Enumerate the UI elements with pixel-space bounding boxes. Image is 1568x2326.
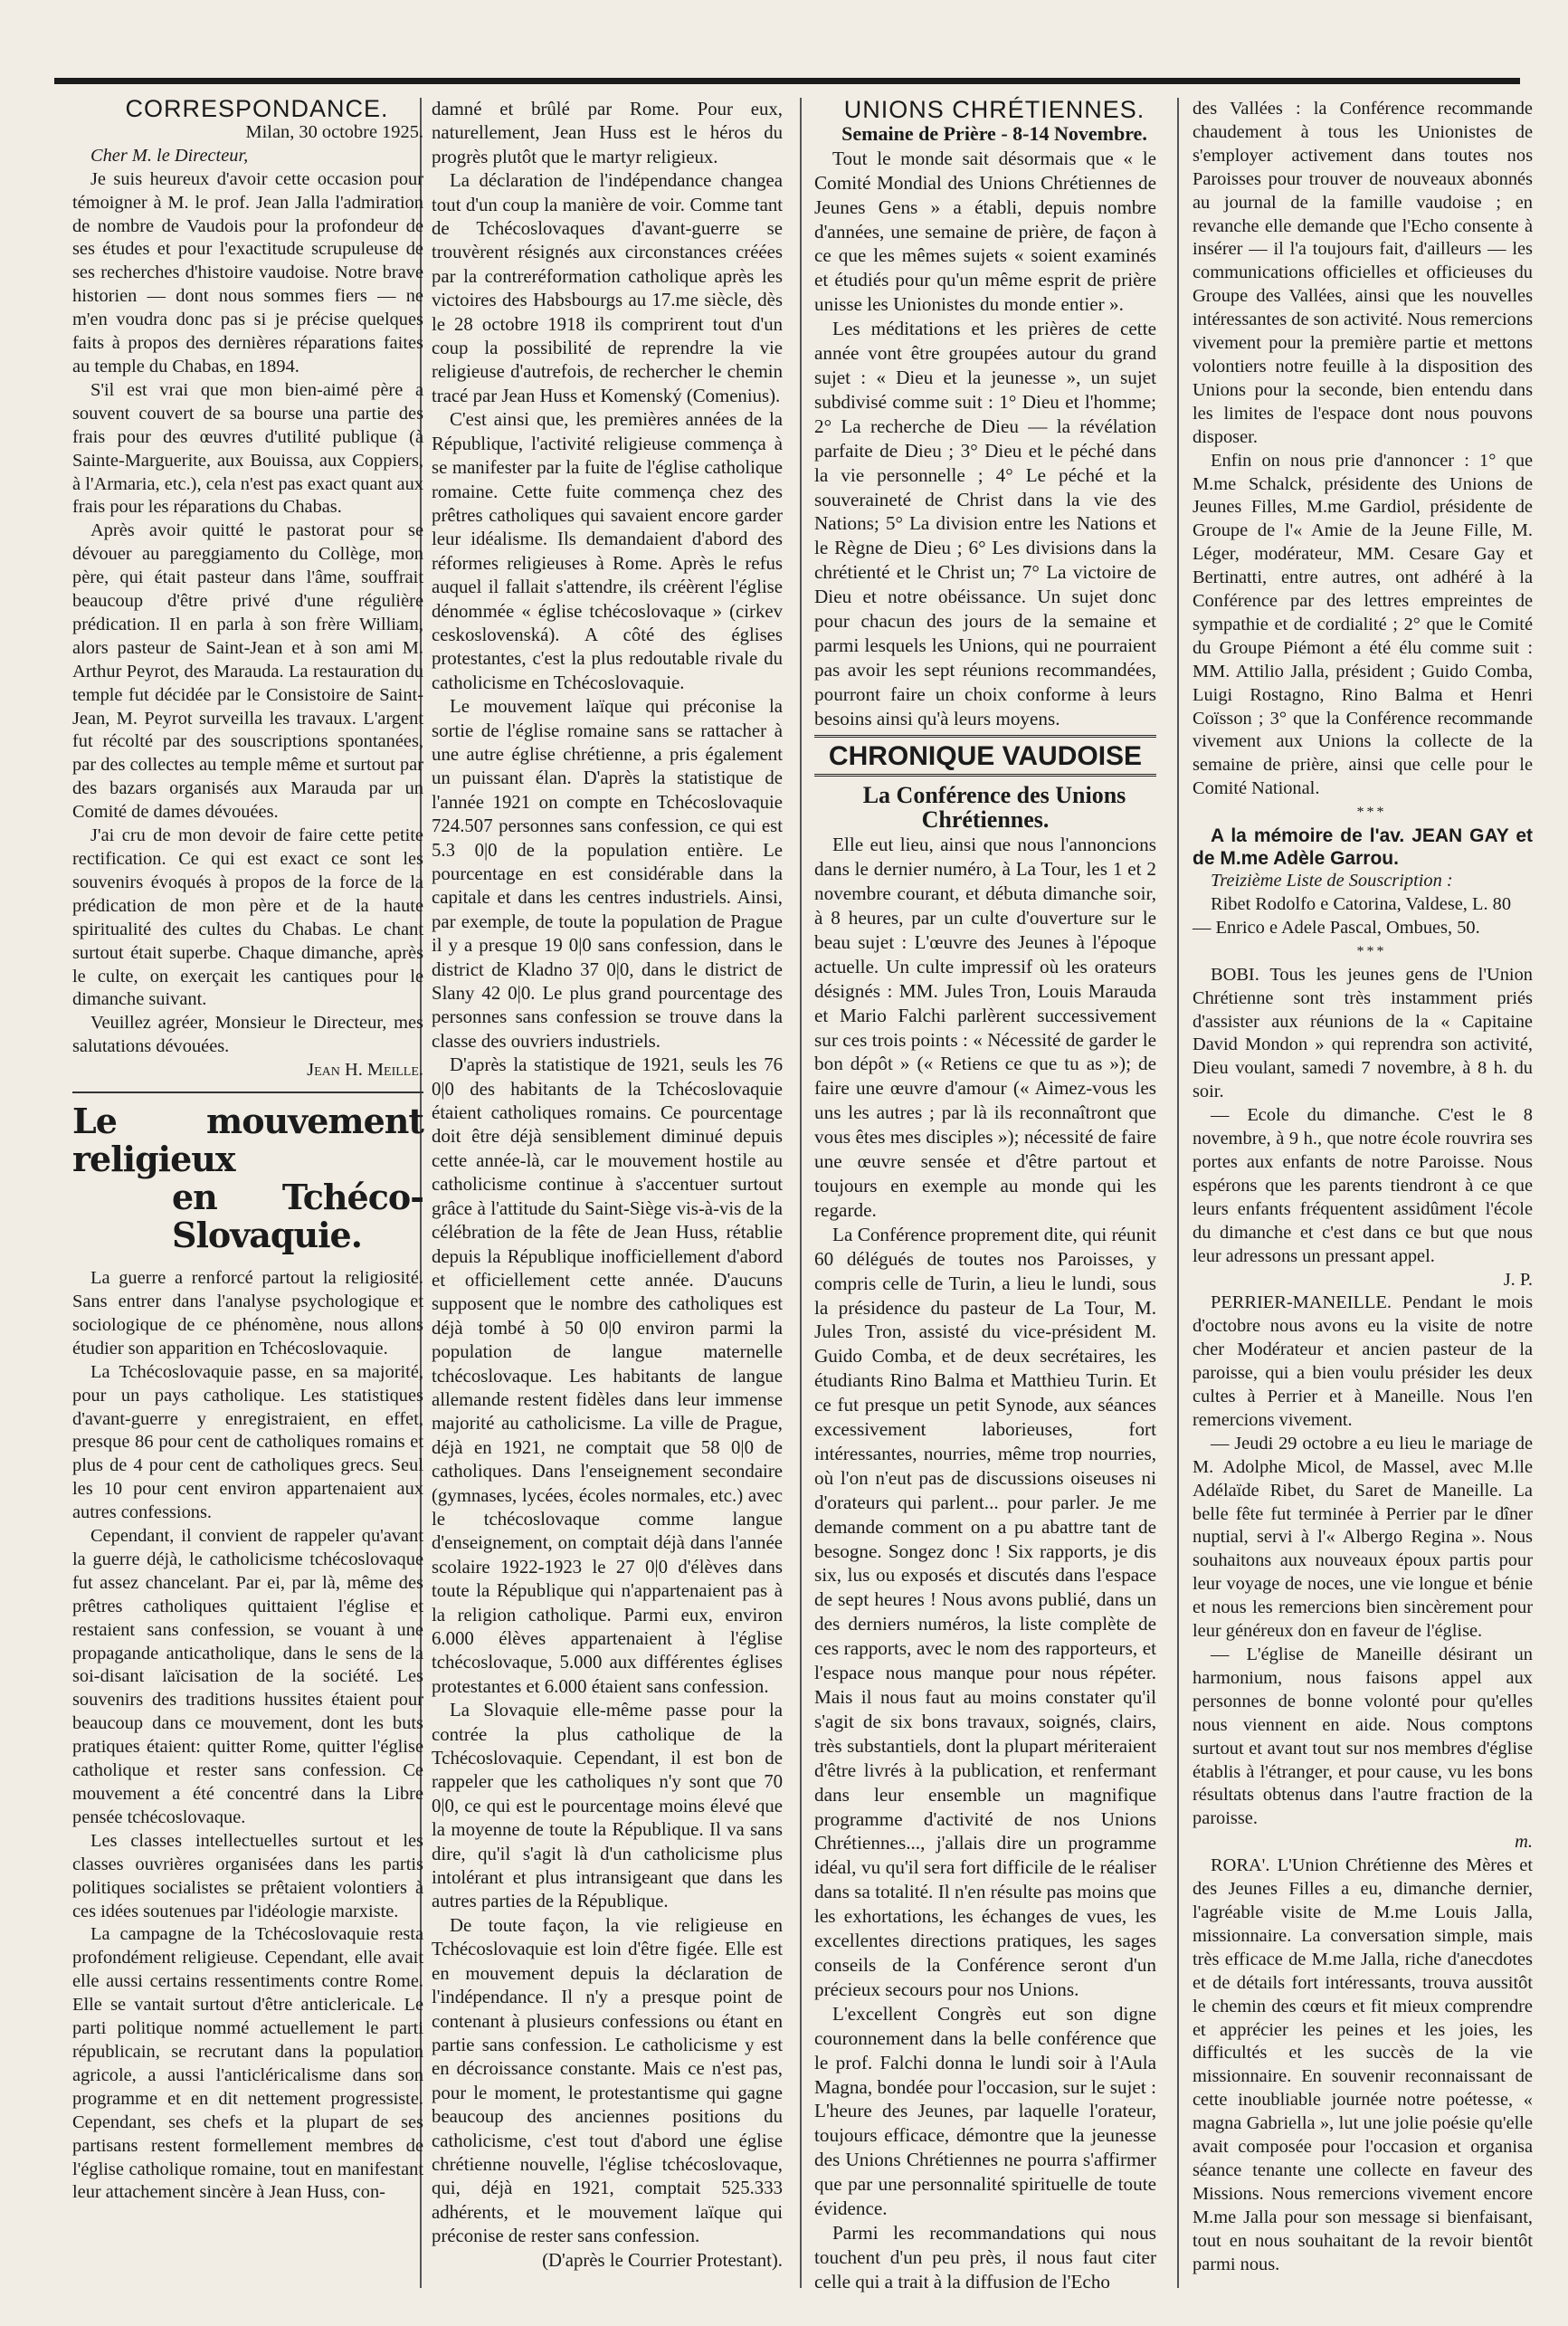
- column-3: [814, 98, 1156, 2294]
- paragraph: Parmi les recommandations qui nous touchent d'un peu près, il nous faut citer celle qui a trait à la diffusion de l'Echo: [814, 2221, 1156, 2293]
- paragraph: Veuillez agréer, Monsieur le Directeur, mes salutations dévouées.: [72, 1013, 423, 1057]
- paragraph: Enfin on nous prie d'annoncer : 1° que M.me Schalck, présidente des Unions de Jeunes Filles, M.me Gardiol, présidente de Groupe de l'« Amie de la Jeune Fille, M. Léger, modérateur, MM. Cesare Gay et Bertinatti, entre autres, ont adhéré à la Conférence par des lettres empreintes de sympathie et de cordialité ; 2° que le Comité du Groupe Piémont a été élu comme suit : MM. Attilio Jalla, président ; Guido Comba, Luigi Rostagno, Rino Balma et Henri Coïsson ; 3° que la Conférence recommande vivement aux Unions la collecte de la semaine de prière, ainsi que celle pour le Comité National.: [1193, 450, 1533, 799]
- paragraph: Les méditations et les prières de cette année vont être groupées autour du grand sujet : « Dieu et la jeunesse », un sujet subdivisé comme suit : 1° Dieu et l'homme; 2° La recherche de Dieu — la révélation parfaite de Dieu ; 3° Dieu et le péché dans la vie personnelle ; 4° Le péché et la souveraineté de Christ dans la vie des Nations; 5° La division entre les Nations et le Règne de Dieu ; 6° Les divisions dans la chrétienté et le Christ un; 7° La victoire de Dieu et notre obéissance. Un sujet donc pour chacun des jours de la semaine et parmi lesquels les Unions, qui ne pourraient pas avoir les sept réunions recommandées, pourront faire un choix conforme à leurs besoins ainsi qu'à leurs moyens.: [814, 318, 1156, 729]
- dateline: Milan, 30 octobre 1925.: [245, 121, 423, 142]
- article-title-line-1: Le mouvement religieux: [72, 1101, 423, 1180]
- paragraph: — Ecole du dimanche. C'est le 8 novembre, à 9 h., que notre école rouvrira ses portes aux enfants de notre Paroisse. Nous espérons que les parents tiendront à ce que leurs enfants fréquentent assidûment l'école du dimanche et c'est dans ce but que nous leur adressons un pressant appel.: [1193, 1105, 1533, 1266]
- paragraph: damné et brûlé par Rome. Pour eux, naturellement, Jean Huss est le héros du progrès plutôt que le martyr religieux.: [432, 99, 783, 167]
- paragraph: J'ai cru de mon devoir de faire cette petite rectification. Ce qui est exact ce sont les souvenirs évoqués à propos de la force de la prédication de mon père et de la haute spiritualité des cultes du Chabas. Le chant surtout était superbe. Chaque dimanche, après le culte, on exerçait les cantiques pour le dimanche suivant.: [72, 825, 423, 1010]
- column-divider: [1177, 98, 1179, 2288]
- paragraph: Cependant, il convient de rappeler qu'avant la guerre déjà, le catholicisme tchécoslovaque fut assez chancelant. Par ei, par là, même des prêtres catholiques quittaient l'église et restaient sans confession, se vouant à une propagande anticatholique, dans le sens de la soi-disant laïcisation de la société. Les souvenirs des traditions hussites étaient pour beaucoup dans ce mouvement, dont les buts pratiques étaient: quitter Rome, quitter l'église catholique et rester sans confession. Ce mouvement a été concentré dans la Libre pensée tchécoslovaque.: [72, 1526, 423, 1827]
- memorial-line: — Enrico e Adele Pascal, Ombues, 50.: [1193, 917, 1480, 938]
- paragraph: C'est ainsi que, les premières années de la République, l'activité religieuse commença à se manifester par la fuite de l'église catholique romaine. Cette fuite commença chez des prêtres catholiques qui savaient encore garder leur idéalisme. Ils demandaient d'abord des réformes religieuses à Rome. Après le refus auquel il fallait s'attendre, ils créèrent l'église dénommée « église tchécoslovaque » (cirkev ceskoslovenská). A côté des églises protestantes, c'est la plus redoutable rivale du catholicisme en Tchécoslovaquie.: [432, 409, 783, 693]
- article-title: [72, 1102, 423, 1254]
- paragraph: — L'église de Maneille désirant un harmonium, nous faisons appel aux personnes de bonne volonté pour qu'elles nous viennent en aide. Nous comptons surtout et avant tout sur nos membres d'église établis à l'étranger, et pour cause, vu les bons résultats obtenus dans l'autre fraction de la paroisse.: [1193, 1644, 1533, 1829]
- paragraph: des Vallées : la Conférence recommande chaudement à tous les Unionistes de s'employer activement dans toutes nos Paroisses pour trouver de nouveaux abonnés au journal de la famille vaudoise ; en revanche elle demande que l'Echo consente à insérer — il l'a toujours fait, d'ailleurs — les communications officielles et officieuses du Groupe des Vallées, ainsi que les nouvelles intéressantes de son activité. Nous remercions vivement pour la première partie et mettons volontiers notre feuille à la disposition des Unions pour la seconde, bien entendu dans les limites de l'espace dont nous pouvons disposer.: [1193, 99, 1533, 447]
- salutation: Cher M. le Directeur,: [90, 145, 249, 166]
- separator-stars: ***: [1356, 943, 1387, 959]
- paragraph: Les classes intellectuelles surtout et les classes ouvrières organisées dans les partis politiques socialistes se prêtaient volontiers à ces idées soutenues par l'idéologie marxiste.: [72, 1830, 423, 1921]
- paragraph: BOBI. Tous les jeunes gens de l'Union Chrétienne sont très instamment priés d'assister aux réunions de la « Capitaine David Mondon » qui reprendra son activité, Dieu voulant, samedi 7 novembre, à 8 h. du soir.: [1193, 964, 1533, 1102]
- column-4: [1193, 98, 1533, 2276]
- column-1: [72, 95, 423, 2205]
- paragraph: Après avoir quitté le pastorat pour se dévouer au pareggiamento du Collège, mon père, qui était pasteur dans l'âme, souffrait beaucoup d'être privé d'une régulière prédication. Il en parla à son frère William, alors pasteur de Saint-Jean et à son ami M. Arthur Peyrot, des Marauda. La restauration du temple fut décidée par le Consistoire de Saint-Jean, M. Peyrot surveilla les travaux. L'argent fut récolté par des souscriptions spontanées, par des collectes au temple même et surtout par des bazars organisés aux Marauda par un Comité de dames dévouées.: [72, 520, 423, 823]
- conference-title: La Conférence des Unions Chrétiennes.: [862, 782, 1126, 834]
- masthead-rule: [54, 78, 1520, 84]
- paragraph: Je suis heureux d'avoir cette occasion pour témoigner à M. le prof. Jean Jalla l'admiration de nombre de Vaudois pour la profondeur de ses études et pour l'exactitude scrupuleuse de ses recherches d'histoire vaudoise. Notre brave historien — dont nous sommes fiers — ne m'en voudra donc pas si je précise quelques faits à propos des dernières réparations faites au temple du Chabas, en 1894.: [72, 168, 423, 377]
- memorial-subtitle: Treizième Liste de Souscription :: [1211, 871, 1453, 891]
- paragraph: Elle eut lieu, ainsi que nous l'annoncions dans le dernier numéro, à La Tour, les 1 et 2 novembre courant, et débuta dimanche soir, à 8 heures, par un culte d'ouverture sur le beau sujet : L'œuvre des Jeunes à l'époque actuelle. Un culte impressif où les orateurs désignés : MM. Jules Tron, Louis Marauda et Mario Falchi parlèrent successivement sur ces trois points : « Nécessité de garder le bon dépôt » (« Retiens ce que tu as »); de faire une œuvre d'amour (« Aimez-vous les uns les autres ; par là ils reconnaîtront que vous êtes mes disciples »); nécessité de faire une œuvre sensée et d'être partout et toujours en exemple au monde qui les regarde.: [814, 834, 1156, 1221]
- signature: m.: [1515, 1832, 1533, 1853]
- paragraph: — Jeudi 29 octobre a eu lieu le mariage de M. Adolphe Micol, de Massel, avec M.lle Adélaïde Ribet, du Saret de Maneille. La belle fête fut terminée à Perrier par le dîner nuptial, servi à l'« Albergo Regina ». Nous souhaitons aux nouveaux époux partis pour leur voyage de noces, une vie longue et bénie et nous les remercions bien sincèrement pour leur généreux don en faveur de l'église.: [1193, 1433, 1533, 1642]
- signature: J. P.: [1503, 1269, 1533, 1290]
- paragraph: De toute façon, la vie religieuse en Tchécoslovaquie est loin d'être figée. Elle est en mouvement depuis la déclaration de l'indépendance. Il n'y a presque point de contenant à plusieurs confessions ou étant en partie sans confession. Le catholicisme y est en décroissance constante. Mais ce n'est pas, pour le moment, le protestantisme qui gagne beaucoup des anciennes positions du catholicisme, c'est tout d'abord une église chrétienne nouvelle, l'église tchécoslovaque, qui, déjà en 1921, comptait 525.333 adhérents, et le mouvement laïque qui préconise de rester sans confession.: [432, 1914, 783, 2247]
- separator-stars: ***: [1356, 805, 1387, 821]
- memorial-title: A la mémoire de l'av. JEAN GAY et de M.me Adèle Garrou.: [1193, 825, 1533, 870]
- paragraph: S'il est vrai que mon bien-aimé père a souvent couvert de sa bourse una partie des frais pour des œuvres d'utilité publique (à Sainte-Marguerite, aux Bouissa, aux Coppiers, à l'Armaria, etc.), cela n'est pas exact quant aux frais pour les réparations du Chabas.: [72, 379, 423, 518]
- signature: Jean H. Meille.: [307, 1060, 423, 1081]
- paragraph: La déclaration de l'indépendance changea tout d'un coup la manière de voir. Comme tant de Tchécoslovaques d'avant-guerre se trouvèrent résignés aux circonstances créées par la contreréformation catholique après les victoires des Habsbourgs au 17.me siècle, dès le 28 octobre 1918 ils comprirent tout d'un coup la possibilité de reprendre la vie religieuse d'autrefois, de rechercher le chemin tracé par Jean Huss et Komenský (Comenius).: [432, 170, 783, 406]
- memorial-line: Ribet Rodolfo e Catorina, Valdese, L. 80: [1211, 894, 1512, 914]
- correspondance-title: CORRESPONDANCE.: [125, 95, 389, 122]
- unions-title: UNIONS CHRÉTIENNES.: [843, 96, 1145, 123]
- paragraph: La guerre a renforcé partout la religiosité. Sans entrer dans l'analyse psychologique et sociologique de ce phénomène, nous allons étudier son apparition en Tchécoslovaquie.: [72, 1268, 423, 1358]
- unions-subtitle: Semaine de Prière - 8-14 Novembre.: [841, 121, 1147, 145]
- paragraph: PERRIER-MANEILLE. Pendant le mois d'octobre nous avons eu la visite de notre cher Modérateur et ancien pasteur de la paroisse, qui a bien voulu présider les deux cultes à Perrier et à Maneille. Nous l'en remercions vivement.: [1193, 1292, 1533, 1430]
- chronique-title: CHRONIQUE VAUDOISE: [814, 735, 1156, 777]
- paragraph: La Conférence proprement dite, qui réunit 60 délégués de toutes nos Paroisses, y compris celle de Turin, a lieu le lundi, sous la présidence du pasteur de La Tour, M. Jules Tron, assisté du vice-président M. Guido Comba, et de deux secrétaires, les étudiants Rino Balma et Matthieu Turin. Et ce fut presque un petit Synode, aux séances excessivement laborieuses, fort intéressantes, nourries, même trop nourries, où l'on n'eut pas de discussions oiseuses ni d'orateurs qui parlent... pour parler. Je me demande comment on a pu abattre tant de besogne. Songez donc ! Six rapports, je dis six, lus ou exposés et discutés dans l'espace de sept heures ! Nous avons publié, dans un des derniers numéros, la liste complète de ces rapports, avec le nom des rapporteurs, et l'espace nous manque pour nous répéter. Mais il nous faut au moins constater qu'il s'agit de six bons travaux, soignés, clairs, très substantiels, dont la plupart mériteraient d'être livrés à la publication, et renfermant dans leur ensemble un magnifique programme d'activité de nos Unions Chrétiennes..., j'allais dire un programme idéal, vu qu'il sera fort difficile de le réaliser dans sa totalité. Il n'en résulte pas moins que les exhortations, les échanges de vues, les excellentes directions pratiques, les sages conseils de la Conférence seront d'un précieux secours pour nos Unions.: [814, 1223, 1156, 2000]
- paragraph: La Tchécoslovaquie passe, en sa majorité, pour un pays catholique. Les statistiques d'avant-guerre y enregistraient, en effet, presque 86 pour cent de catholiques romains et plus de 4 pour cent de catholiques grecs. Seul les 10 pour cent environ appartenaient aux autres confessions.: [72, 1361, 423, 1523]
- paragraph: Le mouvement laïque qui préconise la sortie de l'église romaine sans se rattacher à une autre église chrétienne, a pris également un puissant élan. D'après la statistique de l'année 1921 on compte en Tchécoslovaquie 724.507 personnes sans confession, ce qui est 5.3 0|0 de la population entière. Le pourcentage en est considérable dans la capitale et dans les centres industriels. Ainsi, par exemple, de toute la population de Prague il y a presque 19 0|0 sans confession, dans le district de Kladno 37 0|0, dans le district de Slany 42 0|0. Le plus grand pourcentage des personnes sans confession se trouve dans la classe des ouvriers industriels.: [432, 696, 783, 1052]
- paragraph: La campagne de la Tchécoslovaquie resta profondément religieuse. Cependant, elle avait elle aussi certains ressentiments contre Rome. Elle se vantait surtout d'être anticlericale. Le parti politique nommé actuellement le parti républicain, se recrutant dans la population agricole, a aussi l'anticléricalisme dans son programme et en dit nettement progressiste. Cependant, ses chefs et la plupart de ses partisans restent formellement membres de l'église catholique romaine, tout en manifestant leur attachement sincère à Jean Huss, con-: [72, 1924, 423, 2203]
- paragraph: RORA'. L'Union Chrétienne des Mères et des Jeunes Filles a eu, dimanche dernier, l'agréable visite de M.me Louis Jalla, missionnaire. La conversation simple, mais très efficace de M.me Jalla, riche d'anecdotes et de détails fort intéressants, trouva aussitôt le chemin des cœurs et fit mieux comprendre et apprécier les peines et les joies, les difficultés et les succès de la vie missionnaire. En souvenir reconnaissant de cette inoubliable journée notre poétesse, « magna Gabriella », lut une jolie poésie qu'elle avait composée pour l'occasion et organisa séance tenante une collecte en faveur des Missions. Nous remercions vivement encore M.me Jalla pour son message si bienfaisant, tout en nous souhaitant de la revoir bientôt parmi nous.: [1193, 1855, 1533, 2274]
- paragraph: Tout le monde sait désormais que « le Comité Mondial des Unions Chrétiennes de Jeunes Gens » a établi, depuis nombre d'années, une semaine de prière, de façon à ce que les mêmes sujets « soient examinés et étudiés pour qu'un même esprit de prière unisse les Unionistes du monde entier ».: [814, 147, 1156, 316]
- source-credit: (D'après le Courrier Protestant).: [542, 2249, 783, 2271]
- column-2: [432, 98, 783, 2273]
- section-divider: [72, 1092, 423, 1093]
- paragraph: D'après la statistique de 1921, seuls les 76 0|0 des habitants de la Tchécoslovaquie étaient catholiques romains. Ce pourcentage doit être déjà sensiblement diminué depuis cette année-là, car le mouvement hostile au catholicisme continue à s'accentuer surtout grâce à l'attitude du Saint-Siège vis-à-vis de la célébration de la fête de Jean Huss, rétablie depuis la République inofficiellement d'abord et officiellement cette année. D'aucuns supposent que le nombre des catholiques est déjà tombé à 50 0|0 environ parmi la population de langue maternelle tchécoslovaque. Les habitants de langue allemande restent fidèles dans leur immense majorité au catholicisme. La ville de Prague, déjà en 1921, ne comptait que 58 0|0 de catholiques. Dans l'enseignement secondaire (gymnases, lycées, écoles normales, etc.) avec le tchécoslovaque comme langue d'enseignement, on comptait déjà dans l'année scolaire 1922-1923 le 27 0|0 d'élèves dans toute la République qui n'appartenaient pas à la religion catholique. Parmi eux, environ 6.000 élèves appartenaient à l'église tchécoslovaque, 5.000 aux différentes églises protestantes et 6.000 étaient sans confession.: [432, 1054, 783, 1697]
- paragraph: L'excellent Congrès eut son digne couronnement dans la belle conférence que le prof. Falchi donna le lundi soir à l'Aula Magna, bondée pour l'occasion, sur le sujet : L'heure des Jeunes, par laquelle l'orateur, toujours efficace, démontre que la jeunesse des Unions Chrétiennes ne pourra s'affirmer que par une personnalité spirituelle de toute évidence.: [814, 2002, 1156, 2220]
- column-divider: [800, 98, 802, 2288]
- paragraph: La Slovaquie elle-même passe pour la contrée la plus catholique de la Tchécoslovaquie. Cependant, il est bon de rappeler que les catholiques n'y sont que 70 0|0, ce qui est le pourcentage moins élevé que la moyenne de toute la République. Il va sans dire, qu'il s'agit là d'un catholicisme plus intolérant et plus intransigeant que dans les autres parties de la République.: [432, 1700, 783, 1912]
- article-title-line-2: en Tchéco-Slovaquie.: [172, 1177, 423, 1256]
